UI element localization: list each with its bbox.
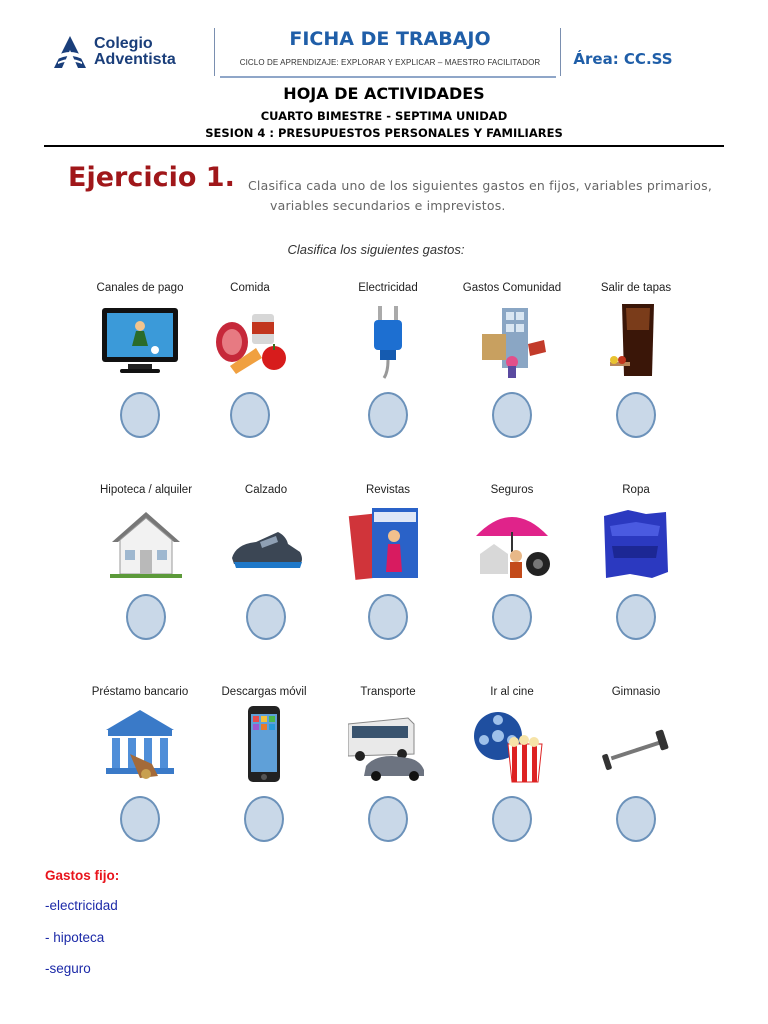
expense-item-descargas — [204, 686, 324, 856]
exercise-title: Ejercicio 1. — [68, 162, 235, 193]
clothes-icon — [596, 502, 676, 582]
answer-circle[interactable] — [368, 796, 408, 842]
worksheet-header — [48, 28, 680, 78]
expense-label: Canales de pago — [96, 282, 184, 294]
expense-label: Seguros — [490, 484, 534, 496]
expense-label: Revistas — [365, 484, 411, 496]
expense-item-cine — [452, 686, 572, 856]
phone-icon — [224, 704, 304, 784]
page-title: HOJA DE ACTIVIDADES — [283, 84, 485, 103]
expense-item-hipoteca — [86, 484, 206, 654]
expense-item-revistas — [328, 484, 448, 654]
answer-item: - hipoteca — [45, 930, 105, 945]
shoe-icon — [226, 502, 306, 582]
title-divider — [44, 145, 724, 147]
expense-label: Comida — [230, 282, 270, 294]
page-subtitle-session: SESION 4 : PRESUPUESTOS PERSONALES Y FAMILIARES — [205, 126, 563, 140]
cinema-icon — [472, 704, 552, 784]
answer-circle[interactable] — [368, 392, 408, 438]
logo-text — [94, 36, 176, 68]
page-titles — [0, 84, 768, 140]
exercise-instructions-line1: Clasifica cada uno de los siguientes gastos en fijos, variables primarios, — [248, 178, 713, 193]
page-subtitle-unit: CUARTO BIMESTRE - SEPTIMA UNIDAD — [260, 109, 508, 123]
magazine-icon — [348, 502, 428, 582]
answer-circle[interactable] — [120, 796, 160, 842]
answer-circle[interactable] — [616, 392, 656, 438]
expense-label: Calzado — [244, 484, 288, 496]
grid-title: Clasifica los siguientes gastos: — [287, 242, 465, 257]
answer-circle[interactable] — [244, 796, 284, 842]
expense-label: Electricidad — [358, 282, 418, 294]
header-title: FICHA DE TRABAJO — [289, 28, 491, 50]
expense-label: Gastos Comunidad — [462, 282, 562, 294]
answer-circle[interactable] — [616, 594, 656, 640]
expense-item-canales — [80, 282, 200, 452]
expense-item-electricidad — [328, 282, 448, 452]
answer-circle[interactable] — [230, 392, 270, 438]
exercise-instructions-line2: variables secundarios e imprevistos. — [270, 198, 506, 213]
tv-icon — [100, 300, 180, 380]
header-subtitle: CICLO DE APRENDIZAJE: EXPLORAR Y EXPLICAR – MAESTRO FACILITADOR — [239, 58, 541, 67]
expense-item-gimnasio — [576, 686, 696, 856]
expense-label: Descargas móvil — [221, 686, 307, 698]
expense-label: Ir al cine — [490, 686, 534, 698]
answer-circle[interactable] — [492, 392, 532, 438]
umbrella-icon — [472, 502, 552, 582]
expense-label: Ropa — [622, 484, 650, 496]
logo-line2: Adventista — [94, 51, 176, 68]
bank-icon — [100, 704, 180, 784]
answer-item: -electricidad — [45, 898, 118, 913]
school-logo — [52, 34, 212, 74]
answer-circle[interactable] — [120, 392, 160, 438]
answer-heading: Gastos fijo: — [45, 868, 120, 883]
header-underline — [220, 76, 556, 78]
expense-label: Préstamo bancario — [91, 686, 189, 698]
expense-item-transporte — [328, 686, 448, 856]
header-divider — [560, 28, 561, 76]
answer-circle[interactable] — [492, 796, 532, 842]
expense-item-prestamo — [80, 686, 200, 856]
answer-circle[interactable] — [246, 594, 286, 640]
header-divider — [214, 28, 215, 76]
answer-circle[interactable] — [616, 796, 656, 842]
drink-icon — [596, 300, 676, 380]
house-icon — [106, 502, 186, 582]
expense-item-ropa — [576, 484, 696, 654]
adventist-logo-icon — [52, 34, 88, 72]
answer-circle[interactable] — [126, 594, 166, 640]
expense-label: Transporte — [360, 686, 416, 698]
expense-item-salir-tapas — [576, 282, 696, 452]
plug-icon — [348, 300, 428, 380]
dumbbell-icon — [596, 704, 676, 784]
food-icon — [210, 300, 290, 380]
expense-item-comida — [190, 282, 310, 452]
building-icon — [472, 300, 552, 380]
header-area: Área: CC.SS — [573, 50, 673, 68]
expense-label: Salir de tapas — [600, 282, 672, 294]
answer-item: -seguro — [45, 961, 91, 976]
bus-icon — [348, 704, 428, 784]
expense-item-calzado — [206, 484, 326, 654]
expense-item-seguros — [452, 484, 572, 654]
logo-line1: Colegio — [94, 35, 153, 52]
answer-circle[interactable] — [492, 594, 532, 640]
expense-item-gastos-comunidad — [452, 282, 572, 452]
answer-circle[interactable] — [368, 594, 408, 640]
expense-label: Hipoteca / alquiler — [99, 484, 193, 496]
expense-label: Gimnasio — [611, 686, 661, 698]
